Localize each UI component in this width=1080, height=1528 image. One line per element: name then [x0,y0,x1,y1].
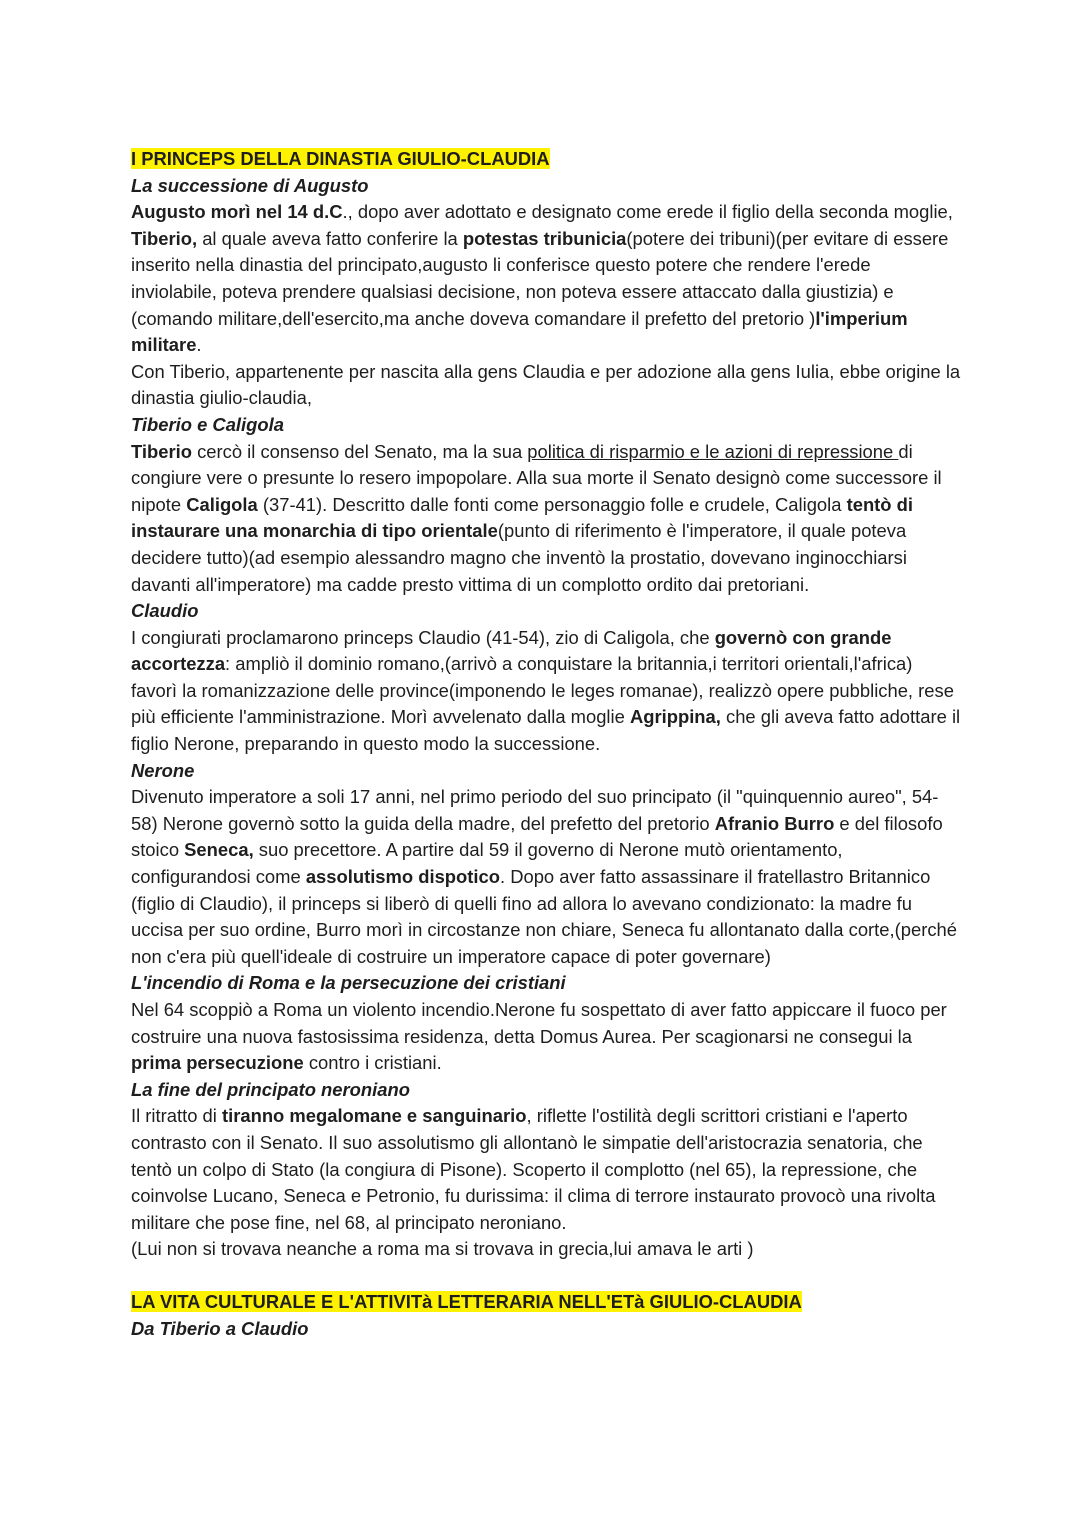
text-run: che gli aveva fatto adottare il figlio Nerone, preparando in questo modo la successione. [131,706,961,755]
bold-text: governò con grande accortezza [131,626,892,675]
bold-text: Tiberio, [131,227,198,249]
subsection-heading: La successione di Augusto [131,174,369,196]
text-run: (potere dei tribuni)(per evitare di essere inserito nella dinastia del principato,augusto li conferisce questo potere che rendere l'erede inviolabile, poteva prendere qualsiasi decisione, non poteva essere attaccato dalla giustizia) e (comando militare,dell'esercito,ma anche doveva comandare il prefetto del pretorio ) [131,227,949,329]
paragraph [131,439,961,599]
text-run: Divenuto imperatore a soli 17 anni, nel primo periodo del suo principato (il "quinquennio aureo", 54-58) Nerone governò sotto la guida della madre, del prefetto del pretorio [131,786,939,834]
bold-text: assolutismo dispotico [305,866,500,888]
document-page [131,146,961,1342]
underlined-text: politica di risparmio e le azioni di repressione [527,440,899,462]
text-run: (punto di riferimento è l'imperatore, il quale poteva decidere tutto)(ad esempio alessandro magno che inventò la prostatio, dovevano inginocchiarsi davanti all'imperatore) ma cadde presto vittima di un complotto ordito dai pretoriani. [131,520,907,595]
bold-text: Seneca, [184,839,254,861]
section-title-line [131,146,961,173]
text-run: : ampliò il dominio romano,(arrivò a conquistare la britannia,i territori orientali,l'africa) favorì la romanizzazione delle province(imponendo le leges romanae), realizzò opere pubbliche, rese più efficiente l'amministrazione. Morì avvelenato dalla moglie [131,653,954,728]
subsection-heading: L'incendio di Roma e la persecuzione dei cristiani [131,972,566,994]
paragraph [131,199,961,359]
section-gap [131,1263,961,1289]
subsection-heading: Da Tiberio a Claudio [131,1317,309,1339]
text-run: Con Tiberio, appartenente per nascita alla gens Claudia e per adozione alla gens Iulia, ebbe origine la dinastia giulio-claudia, [131,360,961,409]
text-run: contro i cristiani. [303,1052,442,1074]
text-run: (37-41). Descritto dalle fonti come personaggio folle e crudele, Caligola [257,493,847,515]
bold-text: Afranio Burro [714,812,835,834]
paragraph [131,784,961,970]
text-run: al quale aveva fatto conferire la [197,227,463,249]
bold-text: l'imperium militare [131,307,908,356]
paragraph [131,359,961,412]
text-run: cercò il consenso del Senato, ma la sua [191,440,528,462]
text-run: Il ritratto di [131,1105,222,1127]
subsection-heading: Tiberio e Caligola [131,413,284,435]
subsection-heading: La fine del principato neroniano [131,1078,410,1100]
text-run: suo precettore. A partire dal 59 il governo di Nerone mutò orientamento, configurandosi come [131,839,843,888]
paragraph [131,625,961,758]
text-run: Nel 64 scoppiò a Roma un violento incendio.Nerone fu sospettato di aver fatto appiccare il fuoco per costruire una nuova fastosissima residenza, detta Domus Aurea. Per scagionarsi ne consegui la [131,999,947,1047]
section-title: I PRINCEPS DELLA DINASTIA GIULIO-CLAUDIA [131,148,550,169]
text-run: (Lui non si trovava neanche a roma ma si trovava in grecia,lui amava le arti ) [131,1238,754,1260]
bold-text: Tiberio [131,440,192,462]
text-run: ., dopo aver adottato e designato come erede il figlio della seconda moglie, [342,201,953,223]
section-title-line [131,1289,961,1316]
bold-text: tiranno megalomane e sanguinario [221,1105,527,1127]
section-title: LA VITA CULTURALE E L'ATTIVITà LETTERARIA NELL'ETà GIULIO-CLAUDIA [131,1290,802,1312]
bold-text: potestas tribunicia [462,227,627,249]
bold-text: Agrippina, [629,706,721,728]
bold-text: prima persecuzione [131,1052,304,1074]
bold-text: tentò di instaurare una monarchia di tipo orientale [131,493,913,542]
text-run: . [196,334,202,356]
paragraph [131,1236,961,1263]
text-run: . Dopo aver fatto assassinare il fratellastro Britannico (figlio di Claudio), il princeps si liberò di quelli fino ad allora lo avevano condizionato: la madre fu uccisa per suo ordine, Burro morì in circostanze non chiare, Seneca fu allontanato dalla corte,(perché non c'era più quell'ideale di costruire un imperatore capace di poter governare) [131,866,957,967]
paragraph [131,997,961,1077]
subsection-heading: Nerone [131,759,195,781]
bold-text: Augusto morì nel 14 d.C [131,201,343,223]
text-run: , riflette l'ostilità degli scrittori cristiani e l'aperto contrasto con il Senato. Il suo assolutismo gli allontanò le simpatie dell'aristocrazia senatoria, che tentò un colpo di Stato (la congiura di Pisone). Scoperto il complotto (nel 65), la repressione, che coinvolse Lucano, Seneca e Petronio, fu durissima: il clima di terrore instaurato provocò una rivolta militare che pose fine, nel 68, al principato neroniano. [131,1105,936,1233]
paragraph [131,1103,961,1236]
text-run: di congiure vere o presunte lo resero impopolare. Alla sua morte il Senato designò come successore il nipote [131,440,942,515]
text-run: e del filosofo stoico [131,812,943,861]
subsection-heading: Claudio [131,600,199,622]
bold-text: Caligola [186,493,258,515]
text-run: I congiurati proclamarono princeps Claudio (41-54), zio di Caligola, che [131,626,715,648]
